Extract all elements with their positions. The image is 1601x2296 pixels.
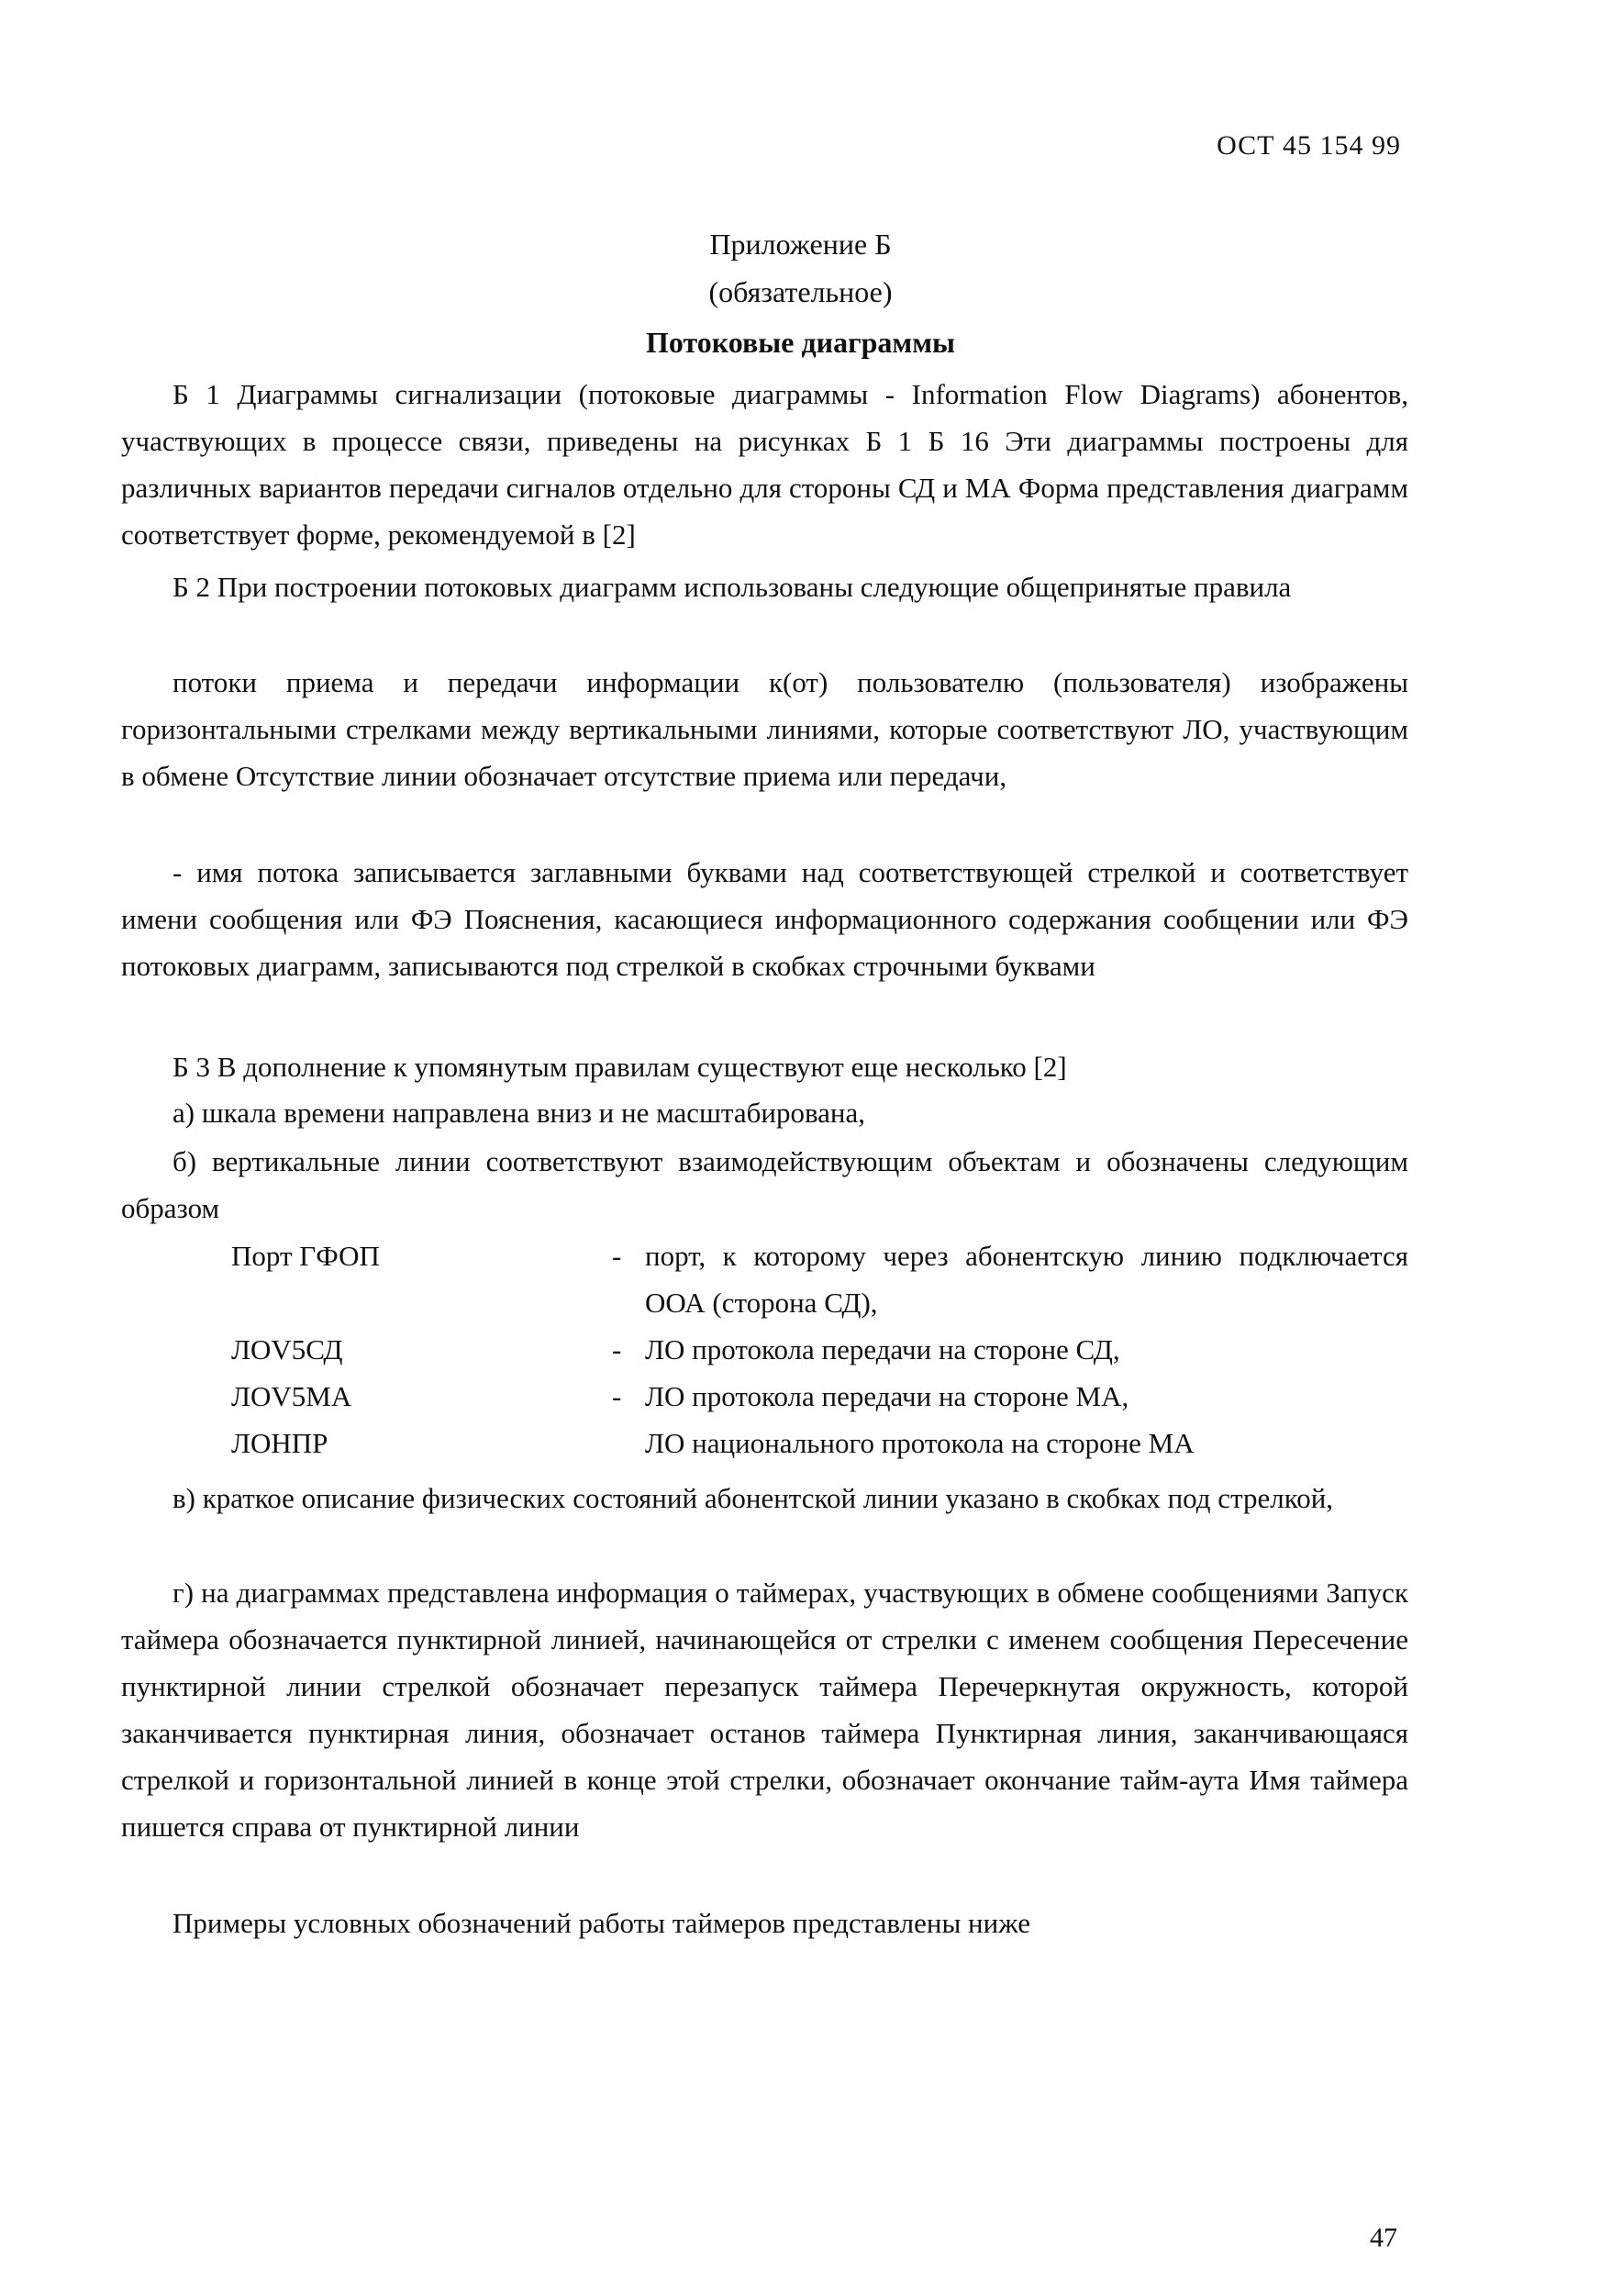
paragraph-b1: Б 1 Диаграммы сигнализации (потоковые диаграммы - Information Flow Diagrams) абонентов, участвующих в процессе связи, приведены на рисунках Б 1 Б 16 Эти диаграммы построены для различных вариантов передачи сигналов отдельно для стороны СД и МА Форма представления диаграмм соответствует форме, рекомендуемой в [2] — [121, 378, 1408, 551]
definition-dash: - — [612, 1380, 622, 1412]
list-item-a: а) шкала времени направлена вниз и не масштабирована, — [172, 1097, 866, 1129]
appendix-title: Приложение Б — [709, 228, 892, 261]
definition-row — [121, 1232, 1408, 1326]
appendix-status: (обязательное) — [708, 275, 893, 308]
paragraph-b2: Б 2 При построении потоковых диаграмм использованы следующие общепринятые правила — [172, 571, 1292, 603]
list-item-g: г) на диаграммах представлена информация о таймерах, участвующих в обмене сообщениями Запуск таймера обозначается пунктирной линией, начинающейся от стрелки с именем сообщения Пересечение пунктирной линии стрелкой обозначает перезапуск таймера Перечеркнутая окружность, которой заканчивается пунктирная линия, обозначает останов таймера Пунктирная линия, заканчивающаяся стрелкой и горизонтальной линией в конце этой стрелки, обозначает окончание тайм-аута Имя таймера пишется справа от пунктирной линии — [121, 1577, 1408, 1843]
definitions-list — [121, 1232, 1408, 1466]
paragraph-b3: Б 3 В дополнение к упомянутым правилам существуют еще несколько [2] — [172, 1051, 1067, 1083]
rule-item-2: - имя потока записывается заглавными буквами над соответствующей стрелкой и соответствует имени сообщения или ФЭ Пояснения, касающиеся информационного содержания сообщении или ФЭ потоковых диаграмм, записываются под стрелкой в скобках строчными буквами — [121, 856, 1408, 982]
document-code: ОСТ 45 154 99 — [1217, 130, 1401, 161]
definition-row — [121, 1326, 1408, 1373]
definition-term: ЛОV5МА — [231, 1380, 352, 1412]
definition-text: ЛО протокола передачи на стороне МА, — [645, 1380, 1129, 1412]
definition-dash — [612, 1420, 645, 1466]
list-item-v: в) краткое описание физических состояний абонентской линии указано в скобках под стрелкой, — [172, 1482, 1334, 1514]
definition-text: ЛО протокола передачи на стороне СД, — [645, 1333, 1120, 1365]
definition-dash: - — [612, 1333, 622, 1365]
appendix-heading: Потоковые диаграммы — [646, 326, 955, 359]
page-number: 47 — [1370, 2223, 1397, 2253]
paragraph-examples: Примеры условных обозначений работы таймеров представлены ниже — [172, 1907, 1030, 1939]
definition-term: ЛОНПР — [231, 1427, 328, 1459]
definition-text: ЛО национального протокола на стороне МА — [645, 1427, 1195, 1459]
list-item-b: б) вертикальные линии соответствуют взаимодействующим объектам и обозначены следующим образом — [121, 1145, 1408, 1224]
definition-text: порт, к которому через абонентскую линию подключается ООА (сторона СД), — [645, 1240, 1408, 1319]
definition-dash: - — [612, 1240, 622, 1272]
definition-row — [121, 1373, 1408, 1420]
definition-term: Порт ГФОП — [231, 1240, 380, 1272]
rule-item-1: потоки приема и передачи информации к(от) пользователю (пользователя) изображены горизонтальными стрелками между вертикальными линиями, которые соответствуют ЛО, участвующим в обмене Отсутствие линии обозначает отсутствие приема или передачи, — [121, 666, 1408, 792]
definition-row — [121, 1420, 1408, 1466]
definition-term: ЛОV5СД — [231, 1333, 343, 1365]
